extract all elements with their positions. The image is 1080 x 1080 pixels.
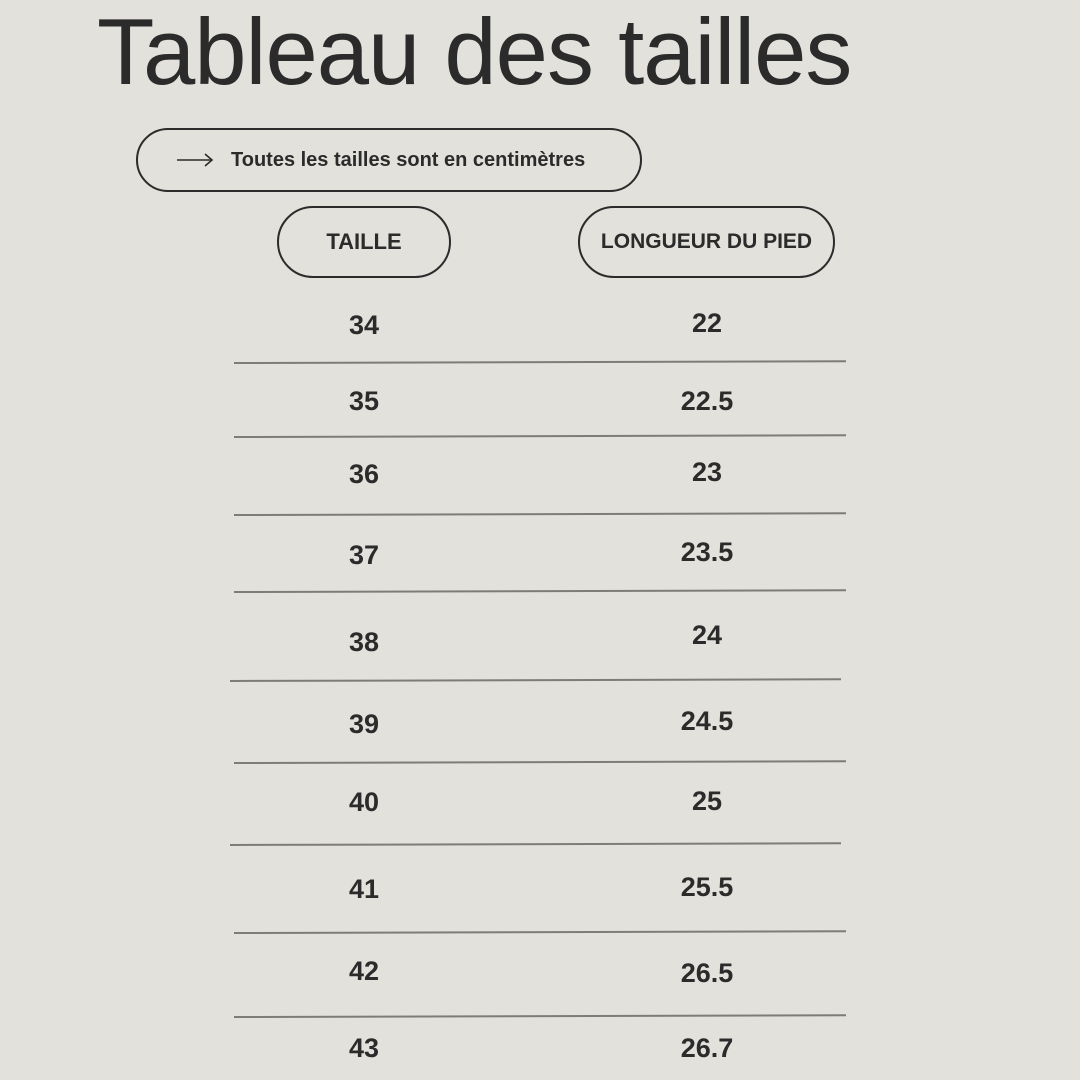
foot-length-cell: 23 xyxy=(691,457,723,487)
foot-length-cell: 24.5 xyxy=(680,706,734,736)
size-cell: 38 xyxy=(348,627,380,657)
foot-length-cell: 22.5 xyxy=(680,386,734,416)
row-divider xyxy=(234,589,846,593)
foot-length-cell: 23.5 xyxy=(680,537,734,567)
page-title: Tableau des tailles xyxy=(97,0,852,104)
size-cell: 42 xyxy=(348,956,380,986)
row-divider xyxy=(234,930,846,934)
size-cell: 37 xyxy=(348,540,380,570)
row-divider xyxy=(230,842,841,846)
row-divider xyxy=(234,1014,846,1018)
foot-length-cell: 25 xyxy=(691,786,723,816)
row-divider xyxy=(234,360,846,364)
row-divider xyxy=(234,434,846,438)
foot-length-cell: 24 xyxy=(691,620,723,650)
size-cell: 35 xyxy=(348,386,380,416)
column-header-size: TAILLE xyxy=(277,206,451,278)
foot-length-cell: 25.5 xyxy=(680,872,734,902)
size-cell: 34 xyxy=(348,310,380,340)
size-cell: 43 xyxy=(348,1033,380,1063)
column-header-foot-length: LONGUEUR DU PIED xyxy=(578,206,835,278)
size-cell: 36 xyxy=(348,459,380,489)
row-divider xyxy=(234,760,846,764)
size-cell: 39 xyxy=(348,709,380,739)
units-note-text: Toutes les tailles sont en centimètres xyxy=(231,149,586,171)
row-divider xyxy=(230,678,841,682)
size-cell: 41 xyxy=(348,874,380,904)
size-cell: 40 xyxy=(348,787,380,817)
row-divider xyxy=(234,512,846,516)
foot-length-cell: 26.5 xyxy=(680,958,734,988)
foot-length-cell: 26.7 xyxy=(680,1033,734,1063)
foot-length-cell: 22 xyxy=(691,308,723,338)
